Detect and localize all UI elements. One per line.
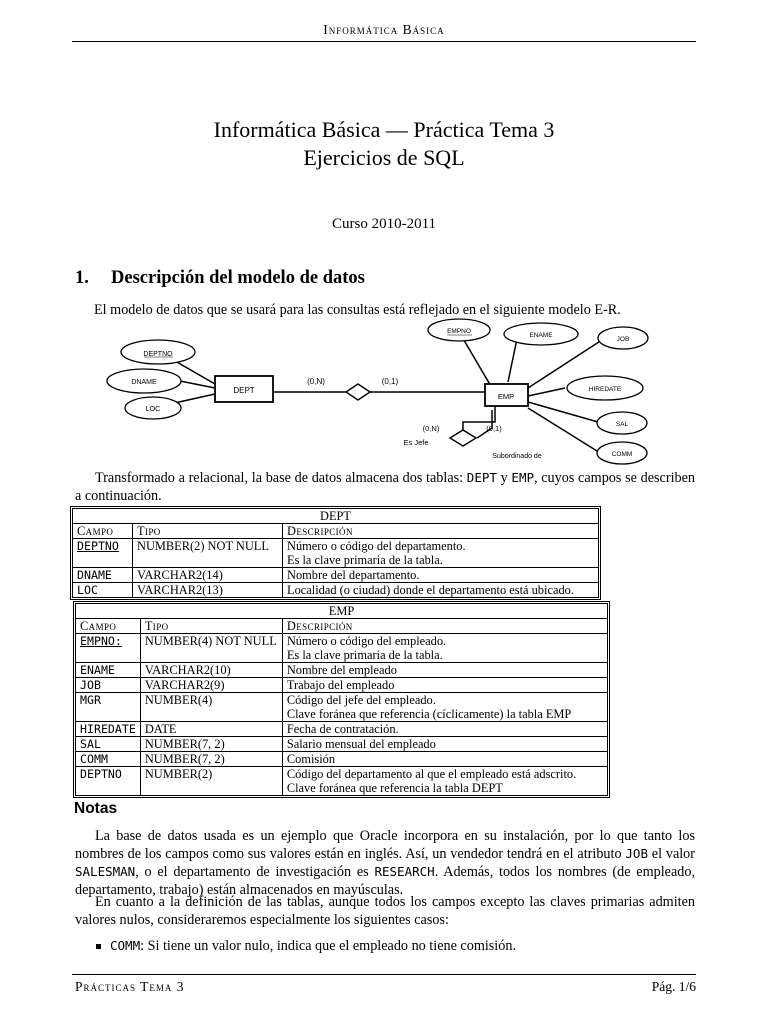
table-row — [73, 568, 599, 583]
attr-job: JOB — [616, 336, 630, 343]
dept-type: VARCHAR2(13) — [133, 583, 283, 598]
dept-header-type: Tipo — [133, 524, 283, 539]
table-row — [76, 737, 608, 752]
notes-paragraph-2: En cuanto a la definición de las tablas, aunque todos los campos excepto las claves primarias admiten valores nulos, consideraremos especialmente los siguientes casos: — [75, 894, 695, 928]
notes-heading: Notas — [74, 800, 118, 817]
table-row — [76, 767, 608, 796]
emp-table-caption: EMP — [76, 604, 608, 619]
dept-desc: Localidad (o ciudad) donde el departamento está ubicado. — [283, 583, 599, 598]
document-subtitle: Ejercicios de SQL — [303, 145, 465, 170]
emp-field: HIREDATE — [76, 722, 141, 737]
attr-ename: ENAME — [529, 332, 553, 339]
emp-type: DATE — [140, 722, 282, 737]
table-row — [73, 583, 599, 598]
dept-desc: Nombre del departamento. — [283, 568, 599, 583]
cardinality-dept: (0,N) — [307, 377, 325, 386]
dept-field: LOC — [73, 583, 133, 598]
cardinality-self-many: (0,N) — [422, 424, 440, 433]
emp-desc: Salario mensual del empleado — [282, 737, 607, 752]
emp-field: ENAME — [76, 663, 141, 678]
code-job: JOB — [625, 846, 648, 861]
header-rule — [72, 41, 696, 42]
dept-type: VARCHAR2(14) — [133, 568, 283, 583]
emp-field: JOB — [76, 678, 141, 693]
emp-table — [75, 603, 608, 796]
dept-field: DNAME — [73, 568, 133, 583]
bullet-text: : Si tiene un valor nulo, indica que el empleado no tiene comisión. — [140, 938, 516, 954]
emp-field: COMM — [76, 752, 141, 767]
cardinality-emp: (0,1) — [381, 377, 399, 386]
emp-desc: Fecha de contratación. — [282, 722, 607, 737]
relational-code-emp: EMP — [511, 470, 534, 485]
emp-header-desc: Descripción — [282, 619, 607, 634]
notes-paragraph-1: La base de datos usada es un ejemplo que Oracle incorpora en su instalación, por lo que tanto los nombres de los campos como sus valores están en inglés. Así, un vendedor tendrá en el atributo JOB el valor SALESMAN, o el departamento de investigación es RESEARCH. Además, todos los nombres (de empleado, departamento, trabajo) están almacenados en mayúsculas. — [75, 828, 696, 898]
page-number: Pág. 1/6 — [651, 979, 696, 994]
attr-deptno: DEPTNO — [143, 351, 173, 358]
emp-type: VARCHAR2(10) — [140, 663, 282, 678]
table-row — [76, 663, 608, 678]
notes-bullet — [96, 937, 696, 955]
running-header: Informática Básica — [323, 22, 445, 37]
dept-field: DEPTNO — [73, 539, 133, 568]
relation-diamond — [346, 384, 370, 400]
emp-field: MGR — [76, 693, 141, 722]
code-salesman: SALESMAN — [75, 864, 136, 879]
code-comm: COMM — [110, 938, 141, 953]
attr-empno: EMPNO — [447, 328, 471, 335]
emp-desc: Código del departamento al que el empleado está adscrito. Clave foránea que referencia la tabla DEPT — [282, 767, 607, 796]
table-row — [73, 539, 599, 568]
table-row — [76, 634, 608, 663]
emp-type: NUMBER(4) — [140, 693, 282, 722]
emp-field: DEPTNO — [76, 767, 141, 796]
emp-type: VARCHAR2(9) — [140, 678, 282, 693]
attr-loc: LOC — [145, 406, 161, 413]
section-number: 1. — [75, 268, 89, 288]
document-title: Informática Básica — Práctica Tema 3 — [213, 117, 555, 142]
emp-header-type: Tipo — [140, 619, 282, 634]
table-row — [76, 752, 608, 767]
relational-text-2: y — [496, 470, 512, 486]
emp-desc: Código del jefe del empleado. Clave foránea que referencia (cíclicamente) la tabla EMP — [282, 693, 607, 722]
label-subordinado: Subordinado de — [492, 453, 542, 460]
intro-paragraph: El modelo de datos que se usará para las consultas está reflejado en el siguiente modelo E-R. — [94, 302, 621, 318]
emp-type: NUMBER(7, 2) — [140, 752, 282, 767]
relational-paragraph — [75, 469, 695, 505]
emp-desc: Comisión — [282, 752, 607, 767]
cardinality-self-one: (0,1) — [486, 424, 502, 433]
attr-dname: DNAME — [131, 379, 157, 386]
section-title: Descripción del modelo de datos — [111, 268, 365, 288]
dept-type: NUMBER(2) NOT NULL — [133, 539, 283, 568]
relational-code-dept: DEPT — [466, 470, 497, 485]
footer-rule — [72, 974, 696, 975]
table-row — [76, 693, 608, 722]
bullet-marker — [96, 944, 101, 949]
footer-title: Prácticas Tema 3 — [75, 979, 185, 994]
emp-header-field: Campo — [76, 619, 141, 634]
self-relation-diamond — [450, 430, 476, 446]
entity-emp: EMP — [497, 392, 515, 401]
emp-desc: Trabajo del empleado — [282, 678, 607, 693]
attr-comm: COMM — [611, 451, 633, 458]
relational-text-1: Transformado a relacional, la base de datos almacena dos tablas: — [95, 470, 467, 486]
emp-type: NUMBER(2) — [140, 767, 282, 796]
label-es-jefe: Es Jefe — [403, 438, 429, 447]
emp-field: SAL — [76, 737, 141, 752]
emp-desc: Número o código del empleado. Es la clave primaria de la tabla. — [282, 634, 607, 663]
table-row — [76, 722, 608, 737]
entity-dept: DEPT — [233, 386, 255, 395]
dept-table-caption: DEPT — [73, 509, 599, 524]
emp-field: EMPNO: — [76, 634, 141, 663]
course-year: Curso 2010-2011 — [331, 216, 437, 232]
emp-type: NUMBER(4) NOT NULL — [140, 634, 282, 663]
er-diagram — [100, 318, 660, 466]
attr-hiredate: HIREDATE — [588, 386, 622, 393]
emp-desc: Nombre del empleado — [282, 663, 607, 678]
table-row — [76, 678, 608, 693]
dept-table — [72, 508, 599, 598]
dept-desc: Número o código del departamento. Es la clave primaria de la tabla. — [283, 539, 599, 568]
attr-sal: SAL — [615, 421, 629, 428]
emp-type: NUMBER(7, 2) — [140, 737, 282, 752]
dept-header-desc: Descripción — [283, 524, 599, 539]
relational-text-3: , cuyos campos se describen a continuación. — [75, 470, 695, 504]
dept-header-field: Campo — [73, 524, 133, 539]
section-heading — [75, 268, 365, 289]
code-research: RESEARCH — [374, 864, 435, 879]
